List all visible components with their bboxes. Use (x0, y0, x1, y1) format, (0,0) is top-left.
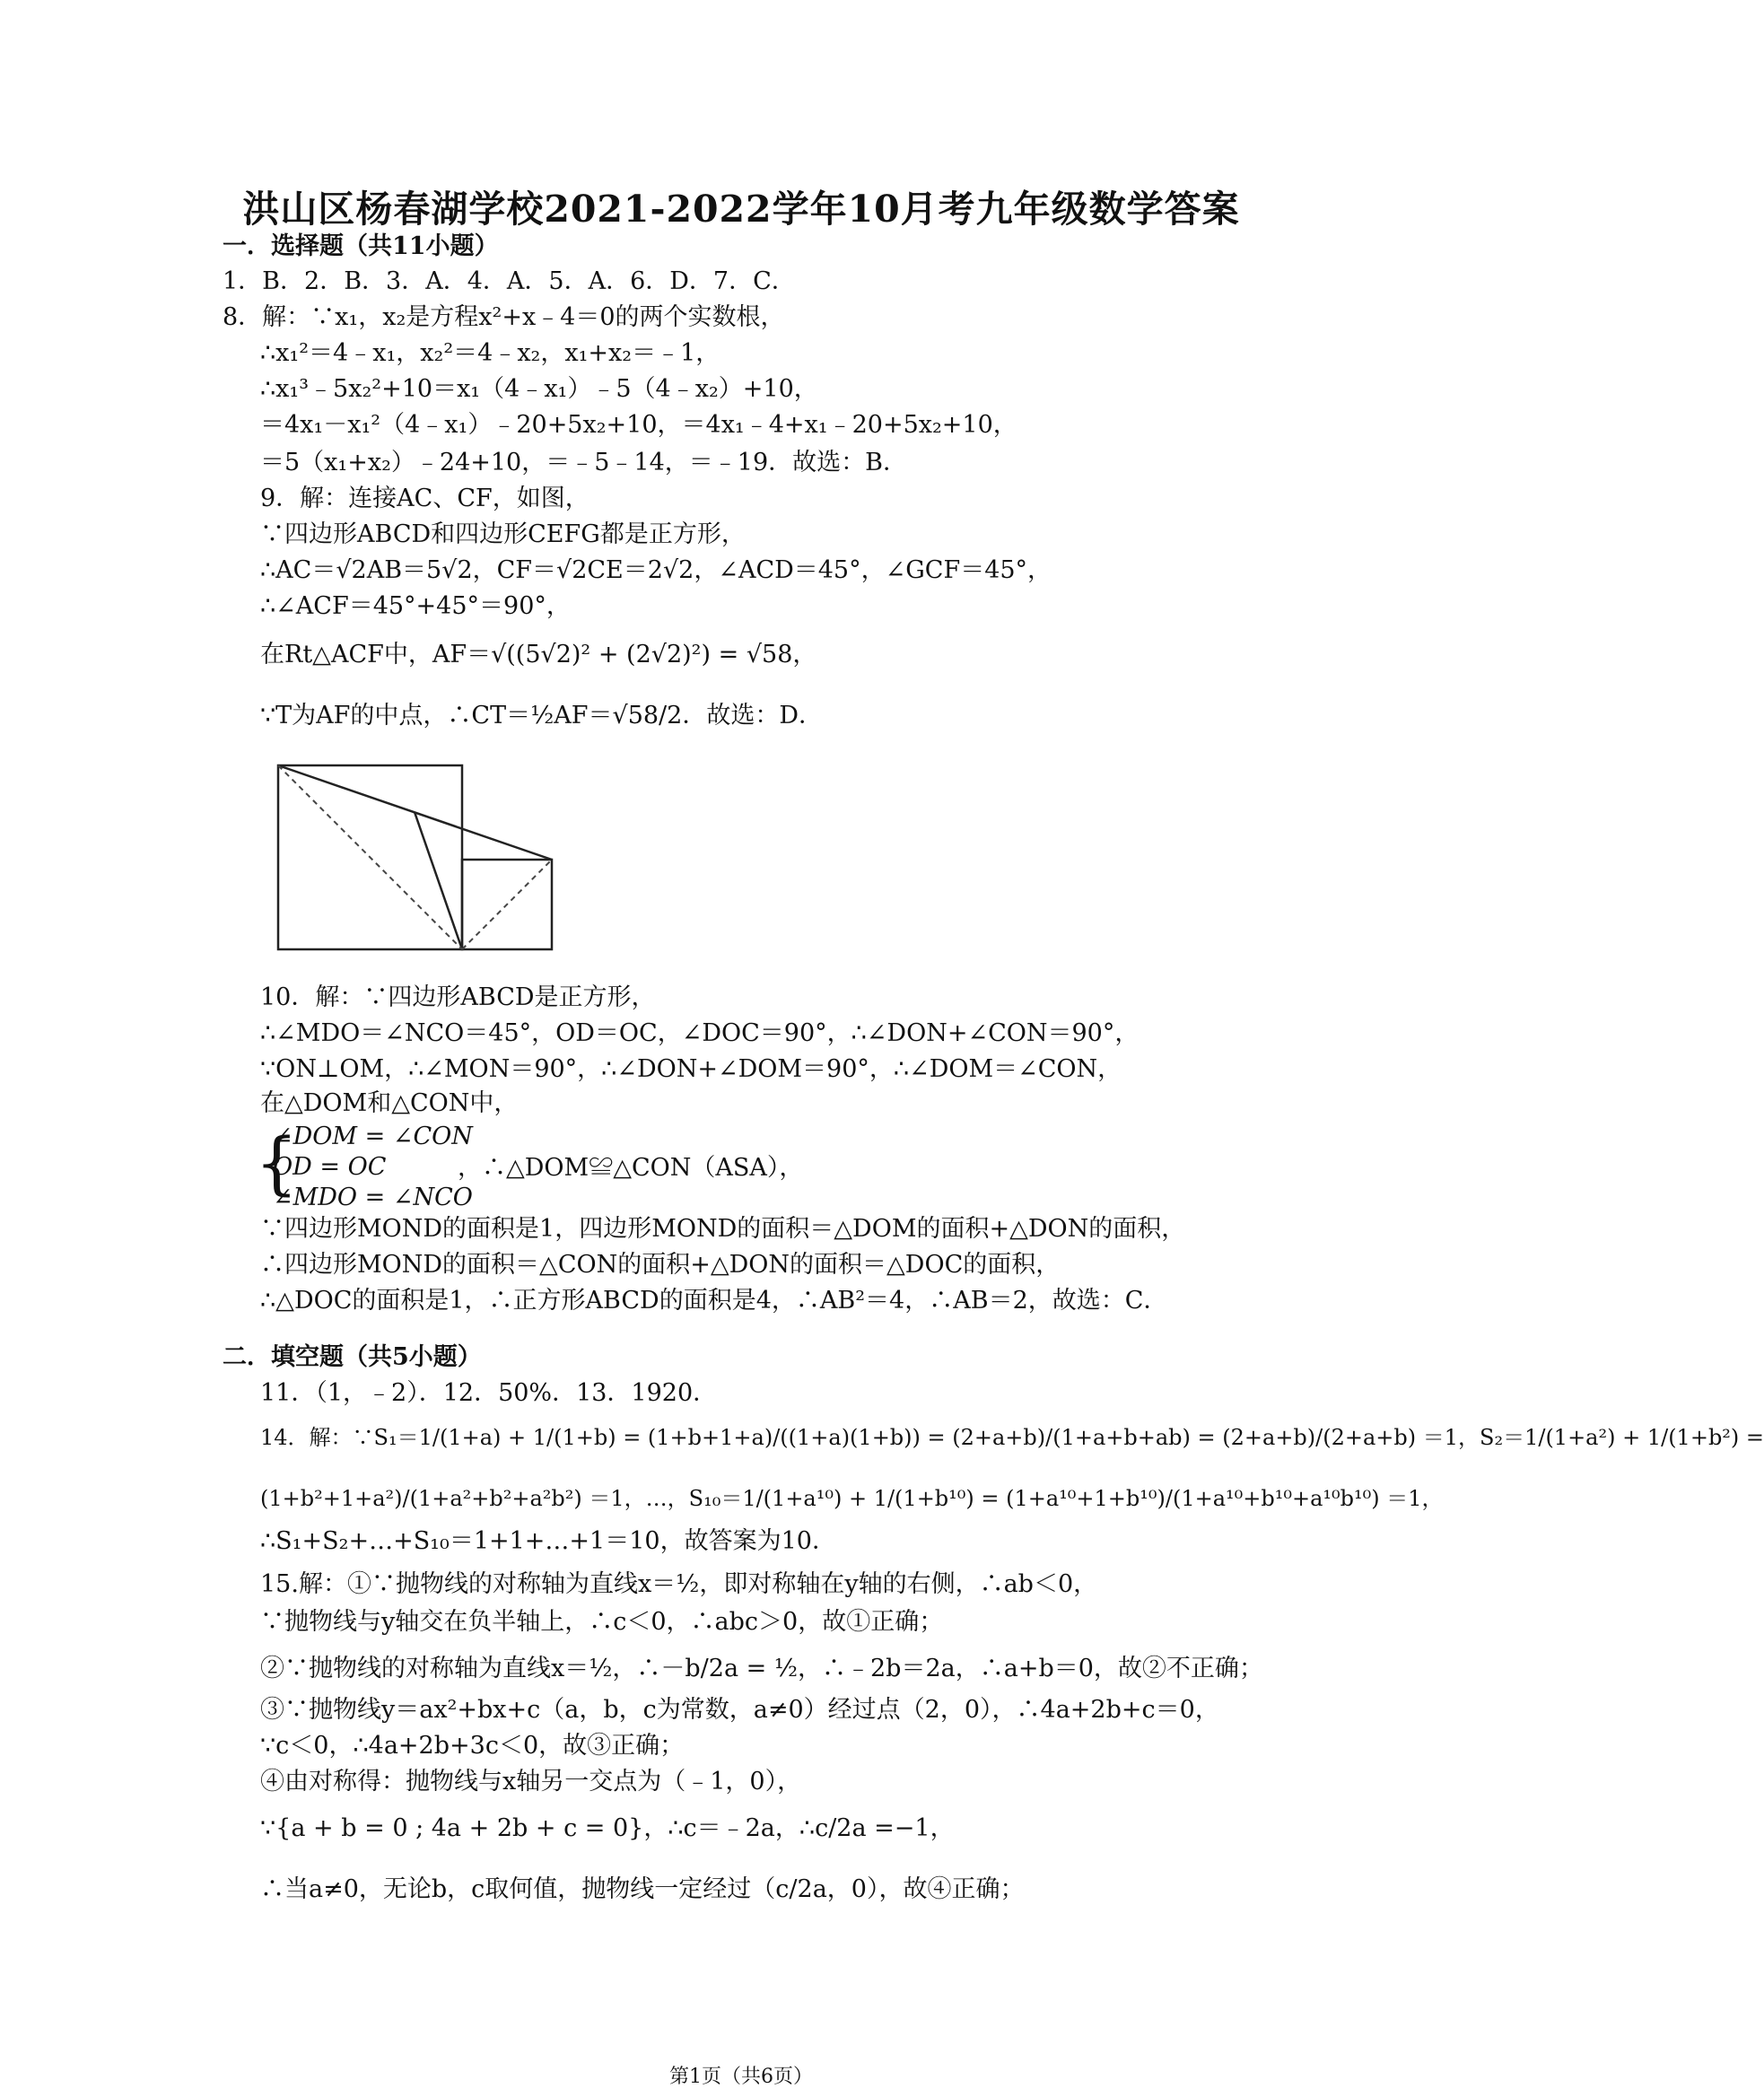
system-line-2: OD = OC (273, 1153, 387, 1181)
q9-line-6: ∵T为AF的中点，∴CT＝½AF＝√58/2．故选：D． (260, 702, 823, 730)
q10-line-4: 在△DOM和△CON中， (260, 1089, 519, 1117)
system-line-3: ∠MDO = ∠NCO (273, 1184, 473, 1211)
q10-line-5: ∵四边形MOND的面积是1，四边形MOND的面积＝△DOM的面积+△DON的面积， (260, 1215, 1186, 1243)
page-footer: 第1页（共6页） (669, 2066, 813, 2088)
segment-ac-dashed (278, 765, 462, 949)
q14-line-1: 14．解：∵S₁＝1/(1+a) + 1/(1+b) = (1+b+1+a)/((1+a)(1+b)) = (2+a+b)/(1+a+b+ab) = (2+a+b)/(2+a+b) ＝1，S₂＝1/(1+a²) + 1/(1+b²) = (260, 1425, 1764, 1450)
q9-line-1: 9．解：连接AC、CF，如图， (260, 485, 589, 512)
q8-line-4: ＝4x₁－x₁²（4﹣x₁）﹣20+5x₂+10，＝4x₁﹣4+x₁﹣20+5x₂+10， (260, 411, 1017, 439)
q8-line-5: ＝5（x₁+x₂）﹣24+10，＝﹣5﹣14，＝﹣19．故选：B． (260, 449, 907, 476)
q10-line-1: 10．解：∵四边形ABCD是正方形， (260, 983, 656, 1011)
q15-line-6: ④由对称得：抛物线与x轴另一交点为（﹣1，0）， (260, 1768, 802, 1796)
q9-line-4: ∴∠ACF＝45°+45°＝90°， (260, 592, 571, 620)
choice-answers: 1．B．2．B．3．A．4．A．5．A．6．D．7．C． (223, 267, 796, 295)
segment-cf-dashed (462, 860, 552, 949)
q10-line-7: ∴△DOC的面积是1，∴正方形ABCD的面积是4，∴AB²＝4，∴AB＝2，故选：C． (260, 1287, 1168, 1315)
system-line-1: ∠DOM = ∠CON (273, 1123, 473, 1150)
geometry-figure (260, 740, 601, 978)
q15-line-1: 15.解：①∵抛物线的对称轴为直线x＝½，即对称轴在y轴的右侧，∴ab＜0， (260, 1570, 1098, 1598)
q10-line-3: ∵ON⊥OM，∴∠MON＝90°，∴∠DON+∠DOM＝90°，∴∠DOM＝∠CON， (260, 1055, 1122, 1083)
fill-answers: 11．（1，﹣2）．12．50%．13．1920． (260, 1379, 718, 1407)
document-title: 洪山区杨春湖学校2021-2022学年10月考九年级数学答案 (242, 188, 1240, 231)
segment-tc (415, 812, 462, 949)
q15-line-5: ∵c＜0，∴4a+2b+3c＜0，故③正确； (260, 1732, 685, 1760)
q8-line-1: 8．解：∵x₁，x₂是方程x²+x﹣4＝0的两个实数根， (223, 303, 785, 331)
q15-line-7: ∵{a + b = 0 ; 4a + 2b + c = 0}，∴c＝﹣2a，∴c/2a =−1， (260, 1814, 955, 1842)
q15-line-2: ∵抛物线与y轴交在负半轴上，∴c＜0，∴abc＞0，故①正确； (260, 1608, 944, 1636)
congruence-conclusion: ，∴△DOM≌△CON（ASA）， (458, 1154, 804, 1182)
q9-line-3: ∴AC＝√2AB＝5√2，CF＝√2CE＝2√2，∠ACD＝45°，∠GCF＝45°， (260, 556, 1052, 584)
section-heading-choice: 一．选择题（共11小题） (223, 232, 499, 260)
q8-line-3: ∴x₁³﹣5x₂²+10＝x₁（4﹣x₁）﹣5（4﹣x₂）+10， (260, 375, 818, 403)
q15-line-4: ③∵抛物线y＝ax²+bx+c（a，b，c为常数，a≠0）经过点（2，0），∴4a+2b+c＝0， (260, 1696, 1219, 1724)
q14-line-2: (1+b²+1+a²)/(1+a²+b²+a²b²) ＝1，…，S₁₀＝1/(1+a¹⁰) + 1/(1+b¹⁰) = (1+a¹⁰+1+b¹⁰)/(1+a¹⁰+b¹⁰+a¹⁰b¹⁰) ＝1， (260, 1486, 1444, 1511)
q15-line-8: ∴当a≠0，无论b，c取何值，抛物线一定经过（c/2a，0），故④正确； (260, 1875, 1025, 1903)
q10-line-6: ∴四边形MOND的面积＝△CON的面积+△DON的面积＝△DOC的面积， (260, 1251, 1061, 1279)
q15-line-3: ②∵抛物线的对称轴为直线x＝½，∴－b/2a = ½，∴﹣2b＝2a，∴a+b＝0，故②不正确； (260, 1655, 1263, 1682)
q8-line-2: ∴x₁²＝4﹣x₁，x₂²＝4﹣x₂，x₁+x₂＝﹣1， (260, 339, 720, 367)
q10-line-2: ∴∠MDO＝∠NCO＝45°，OD＝OC，∠DOC＝90°，∴∠DON+∠CON＝90°， (260, 1019, 1140, 1047)
q9-line-5: 在Rt△ACF中，AF＝√((5√2)² + (2√2)²) = √58， (260, 641, 817, 668)
brace-open: { (255, 1123, 299, 1202)
section-heading-fill: 二．填空题（共5小题） (223, 1343, 482, 1371)
q14-line-3: ∴S₁+S₂+…+S₁₀＝1+1+…+1＝10，故答案为10． (260, 1527, 836, 1555)
q9-line-2: ∵四边形ABCD和四边形CEFG都是正方形， (260, 520, 746, 548)
